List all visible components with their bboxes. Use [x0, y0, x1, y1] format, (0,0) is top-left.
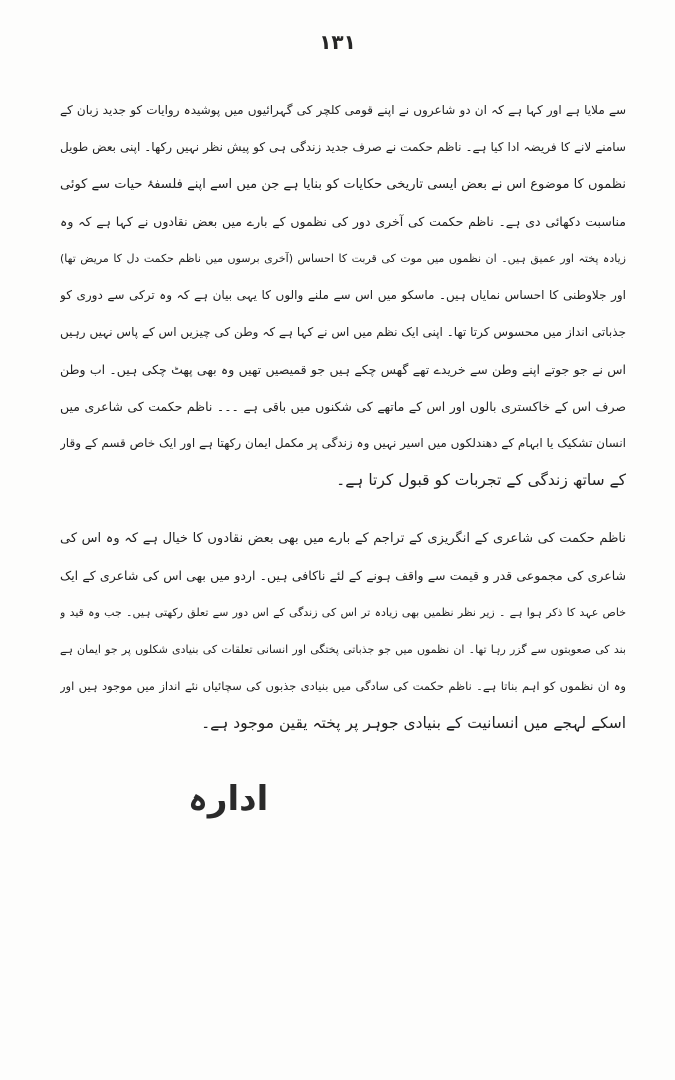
paragraph-2-line: خاص عہد کا ذکر ہوا ہے ۔ زیر نظر نظمیں بھی زیادہ تر اس کی زندگی کے اس دور سے تعلق رکھتی ہیں۔ جب وہ قید و [60, 606, 626, 619]
paragraph-1-line: مناسبت دکھائی دی ہے۔ ناظم حکمت کی آخری دور کی نظموں کے بارے میں بعض نقادوں نے کہا ہے کہ وہ [60, 214, 626, 229]
paragraph-2 [60, 520, 626, 742]
paragraph-2-line: اسکے لہجے میں انسانیت کے بنیادی جوہر پر پختہ یقین موجود ہے۔ [201, 714, 626, 732]
paragraph-1-line: نظموں کا موضوع اس نے بعض ایسی تاریخی حکایات کو بنایا ہے جن میں اسے اپنے فلسفۂ حیات سے کوئی [60, 177, 626, 192]
paragraph-1-line: صرف اس کے خاکستری بالوں اور اس کے ماتھے کی شکنوں میں باقی ہے ۔۔۔ ناظم حکمت کی شاعری میں [60, 399, 626, 414]
paragraph-1 [60, 92, 626, 499]
paragraph-1-line: سامنے لانے کا فریضہ ادا کیا ہے۔ ناظم حکمت نے صرف جدید زندگی ہی کو پیش نظر نہیں رکھا۔ اپنی بعض طویل [60, 140, 626, 154]
paragraph-1-line: جذباتی انداز میں محسوس کرتا تھا۔ اپنی ایک نظم میں اس نے کہا ہے کہ وطن کی چیزیں اس کے پاس نہیں رہیں [60, 325, 626, 339]
paragraph-2-line: وہ ان نظموں کو اہم بناتا ہے۔ ناظم حکمت کی سادگی میں بنیادی جذبوں کی سچائیاں نئے انداز میں موجود ہیں اور [60, 679, 626, 693]
paragraph-1-line: کے ساتھ زندگی کے تجربات کو قبول کرتا ہے۔ [336, 471, 626, 489]
paragraph-2-line: شاعری کی مجموعی قدر و قیمت سے واقف ہونے کے لئے ناکافی ہیں۔ اردو میں بھی اس کی شاعری کے ایک [60, 568, 626, 583]
paragraph-1-line: زیادہ پختہ اور عمیق ہیں۔ ان نظموں میں موت کی قربت کا احساس (آخری برسوں میں ناظم حکمت دل کا مریض تھا) [60, 252, 626, 265]
paragraph-1-line: اور جلاوطنی کا احساس نمایاں ہیں۔ ماسکو میں اس سے ملنے والوں کا یہی بیان ہے کہ وہ ترکی سے دوری کو [60, 288, 626, 302]
paragraph-1-line: اس نے جو جوتے اپنے وطن سے خریدے تھے گھس چکے ہیں جو قمیصیں تھیں وہ بھی پھٹ چکی ہیں۔ اب وطن [60, 362, 626, 377]
signature-idara: ادارہ [188, 779, 269, 819]
paragraph-1-line: سے ملایا ہے اور کہا ہے کہ ان دو شاعروں نے اپنے قومی کلچر کی گہرائیوں میں پوشیدہ روایات کو جدید زبان کے [60, 103, 626, 117]
paragraph-2-line: بند کی صعوبتوں سے گزر رہا تھا۔ ان نظموں میں جو جذباتی پختگی اور انسانی تعلقات کی بنیادی شکلوں پر جو ایمان ہے [60, 643, 626, 656]
page-number: ۱۳۱ [319, 30, 356, 54]
paragraph-2-line: ناظم حکمت کی شاعری کے انگریزی کے تراجم کے بارے میں بھی بعض نقادوں کا خیال ہے کہ وہ اس کی [60, 531, 626, 546]
paragraph-1-line: انسان تشکیک یا ابہام کے دھندلکوں میں اسیر نہیں وہ زندگی پر مکمل ایمان رکھتا ہے اور ایک خاص قسم کے وقار [60, 436, 626, 450]
